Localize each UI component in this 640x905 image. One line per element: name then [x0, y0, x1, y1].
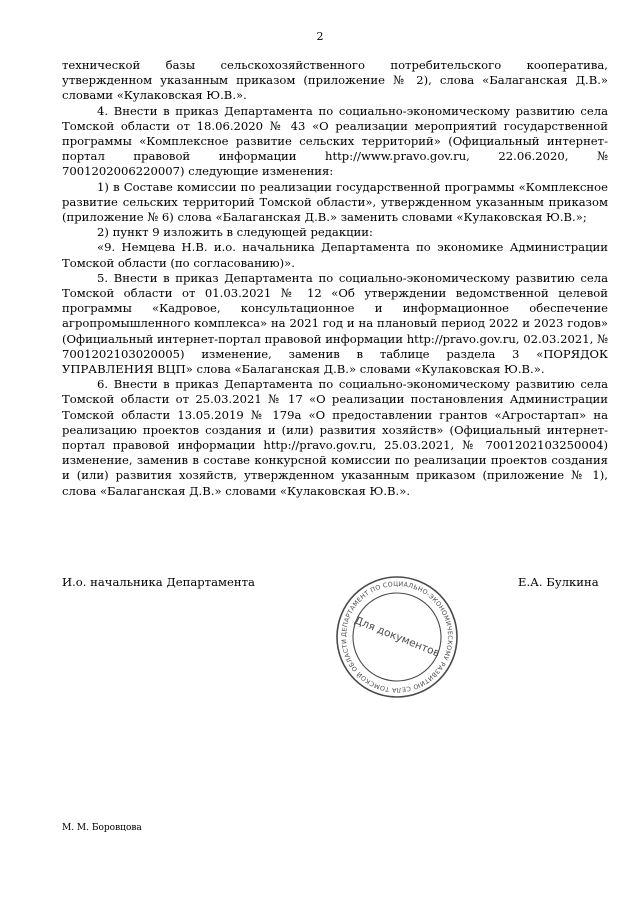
- official-stamp: [334, 574, 460, 700]
- paragraph-item-5: 5. Внести в приказ Департамента по социально-экономическому развитию села Томской области от 01.03.2021 № 12 «Об утверждении ведомственной целевой программы «Кадровое, консультационное и информационное обеспечение агропромышленного комплекса» на 2021 год и на плановый период 2022 и 2023 годов» (Официальный интернет-портал правовой информации http://pravo.gov.ru, 02.03.2021, № 7001202103020005) изменение, заменив в таблице раздела 3 «ПОРЯДОК УПРАВЛЕНИЯ ВЦП» слова «Балаганская Д.В.» словами «Кулаковская Ю.В.».: [62, 270, 608, 377]
- paragraph-item-6: 6. Внести в приказ Департамента по социально-экономическому развитию села Томской области от 25.03.2021 № 17 «О реализации постановления Администрации Томской области 13.05.2019 № 179а «О предоставлении грантов «Агростартап» на реализацию проектов создания и (или) развития хозяйств» (Официальный интернет-портал правовой информации http://pravo.gov.ru, 25.03.2021, № 7001202103250004) изменение, заменив в составе конкурсной комиссии по реализации проектов создания и (или) развития хозяйств, утвержденном указанным приказом (приложение № 1), слова «Балаганская Д.В.» словами «Кулаковская Ю.В.».: [62, 377, 608, 498]
- paragraph-subitem-2: 2) пункт 9 изложить в следующей редакции:: [97, 225, 373, 240]
- stamp-center-text: Для документов: [352, 614, 442, 660]
- signatory-name: Е.А. Булкина: [518, 575, 599, 589]
- page-number: 2: [316, 30, 324, 43]
- document-body: [62, 58, 608, 499]
- paragraph-quote-9: «9. Немцева Н.В. и.о. начальника Департамента по экономике Администрации Томской области (по согласованию)».: [62, 240, 608, 270]
- stamp-outer-text: ДЕПАРТАМЕНТ ПО СОЦИАЛЬНО-ЭКОНОМИЧЕСКОМУ РАЗВИТИЮ СЕЛА ТОМСКОЙ ОБЛАСТИ: [340, 580, 454, 694]
- paragraph-subitem-1: 1) в Составе комиссии по реализации государственной программы «Комплексное развитие сельских территорий Томской области», утвержденном указанным приказом (приложение № 6) слова «Балаганская Д.В.» заменить словами «Кулаковская Ю.В.»;: [62, 179, 608, 225]
- paragraph-continuation: технической базы сельскохозяйственного потребительского кооператива, утвержденном указанным приказом (приложение № 2), слова «Балаганская Д.В.» словами «Кулаковская Ю.В.».: [62, 58, 608, 103]
- paragraph-item-4: 4. Внести в приказ Департамента по социально-экономическому развитию села Томской области от 18.06.2020 № 43 «О реализации мероприятий государственной программы «Комплексное развитие сельских территорий» (Официальный интернет-портал правовой информации http://www.pravo.gov.ru, 22.06.2020, № 7001202006220007) следующие изменения:: [62, 103, 608, 179]
- executor-name: М. М. Боровцова: [62, 823, 142, 833]
- signatory-position: И.о. начальника Департамента: [62, 575, 255, 589]
